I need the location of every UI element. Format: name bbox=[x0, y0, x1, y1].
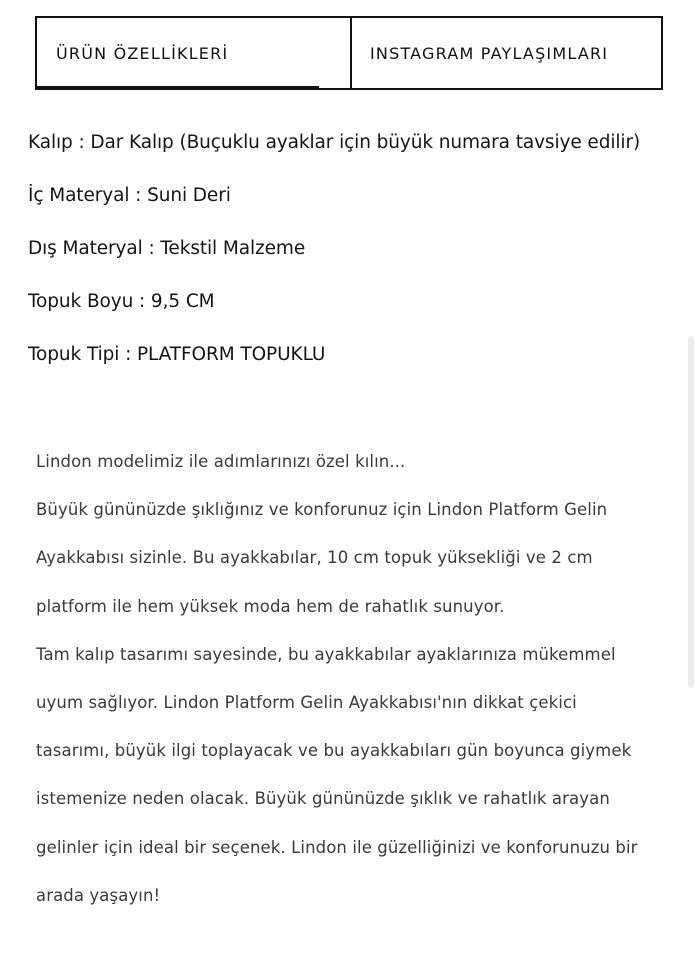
description-line: istemenize neden olacak. Büyük gününüzde şıklık ve rahatlık arayan bbox=[36, 789, 610, 809]
tab-instagram-posts[interactable] bbox=[352, 18, 661, 88]
description-line: tasarımı, büyük ilgi toplayacak ve bu ayakkabıları gün boyunca giymek bbox=[36, 741, 632, 761]
description-line: arada yaşayın! bbox=[36, 885, 161, 905]
description-line: platform ile hem yüksek moda hem de rahatlık sunuyor. bbox=[36, 596, 505, 616]
product-description bbox=[36, 438, 686, 920]
spec-heel-height: Topuk Boyu : 9,5 CM bbox=[28, 291, 215, 312]
spec-inner-material: İç Materyal : Suni Deri bbox=[28, 185, 231, 206]
tab-product-features[interactable] bbox=[37, 18, 352, 88]
active-tab-indicator bbox=[35, 86, 319, 90]
tab-label: INSTAGRAM PAYLAŞIMLARI bbox=[370, 43, 609, 63]
description-line: Ayakkabısı sizinle. Bu ayakkabılar, 10 cm topuk yüksekliği ve 2 cm bbox=[36, 548, 593, 568]
description-line: uyum sağlıyor. Lindon Platform Gelin Ayakkabısı'nın dikkat çekici bbox=[36, 693, 577, 713]
product-specs bbox=[28, 130, 640, 395]
product-tabs bbox=[35, 16, 663, 90]
description-line: Büyük gününüzde şıklığınız ve konforunuz için Lindon Platform Gelin bbox=[36, 500, 608, 520]
spec-heel-type: Topuk Tipi : PLATFORM TOPUKLU bbox=[28, 344, 326, 365]
description-line: Lindon modelimiz ile adımlarınızı özel kılın... bbox=[36, 452, 406, 471]
spec-mold: Kalıp : Dar Kalıp (Buçuklu ayaklar için büyük numara tavsiye edilir) bbox=[28, 132, 641, 153]
spec-outer-material: Dış Materyal : Tekstil Malzeme bbox=[28, 238, 306, 259]
tab-label: ÜRÜN ÖZELLİKLERİ bbox=[56, 43, 229, 63]
description-line: gelinler için ideal bir seçenek. Lindon ile güzelliğinizi ve konforunuzu bir bbox=[36, 837, 638, 857]
description-line: Tam kalıp tasarımı sayesinde, bu ayakkabılar ayaklarınıza mükemmel bbox=[36, 644, 616, 664]
scrollbar[interactable] bbox=[688, 336, 694, 688]
